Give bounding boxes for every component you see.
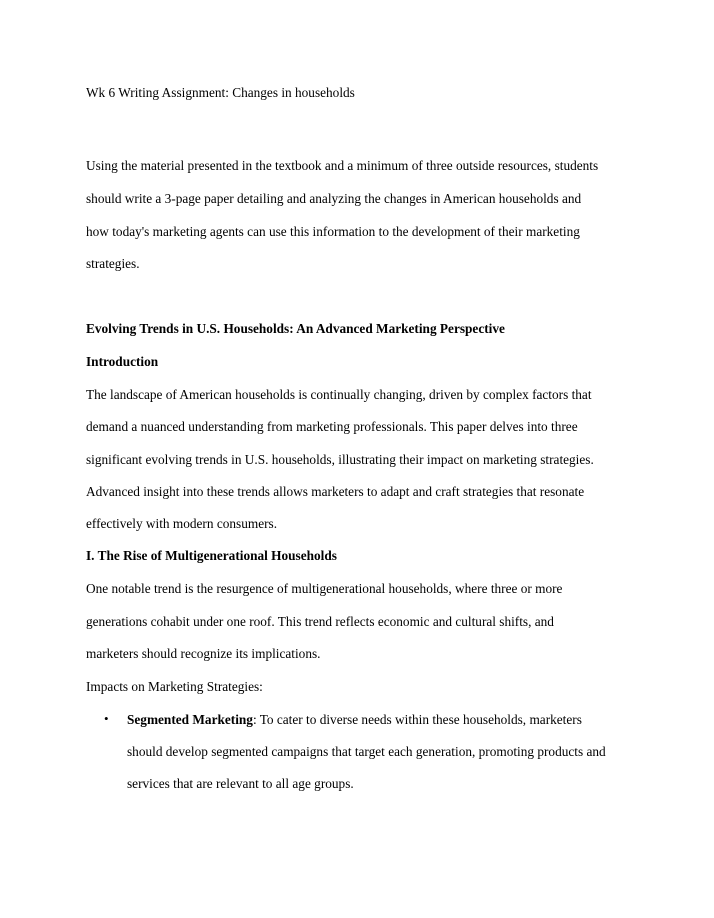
prompt-line-1: Using the material presented in the textbook and a minimum of three outside resources, students <box>86 158 599 173</box>
intro-line-3: significant evolving trends in U.S. households, illustrating their impact on marketing strategies. <box>86 452 594 467</box>
intro-line-2: demand a nuanced understanding from marketing professionals. This paper delves into three <box>86 419 578 434</box>
bullet1-term: Segmented Marketing <box>127 712 253 727</box>
section1-line-3: marketers should recognize its implications. <box>86 646 321 661</box>
intro-line-1: The landscape of American households is continually changing, driven by complex factors that <box>86 387 592 402</box>
prompt-line-4: strategies. <box>86 256 140 271</box>
bullet1-line-2: should develop segmented campaigns that target each generation, promoting products and <box>127 744 606 759</box>
bullet1-text: : To cater to diverse needs within these households, marketers <box>252 712 582 727</box>
prompt-line-2: should write a 3-page paper detailing and analyzing the changes in American households and <box>86 191 582 206</box>
section1-heading: I. The Rise of Multigenerational Households <box>86 548 337 563</box>
bullet1-line-1 <box>127 712 582 728</box>
impacts-label: Impacts on Marketing Strategies: <box>86 679 263 694</box>
section1-line-2: generations cohabit under one roof. This trend reflects economic and cultural shifts, and <box>86 614 554 629</box>
prompt-line-3: how today's marketing agents can use this information to the development of their marketing <box>86 224 580 239</box>
intro-line-5: effectively with modern consumers. <box>86 516 278 531</box>
intro-line-4: Advanced insight into these trends allows marketers to adapt and craft strategies that resonate <box>86 484 585 499</box>
paper-title: Evolving Trends in U.S. Households: An Advanced Marketing Perspective <box>86 321 505 336</box>
assignment-title: Wk 6 Writing Assignment: Changes in households <box>86 85 355 100</box>
bullet-icon: • <box>104 711 109 726</box>
intro-heading: Introduction <box>86 354 159 369</box>
section1-line-1: One notable trend is the resurgence of multigenerational households, where three or more <box>86 581 563 596</box>
bullet1-line-3: services that are relevant to all age groups. <box>127 776 354 791</box>
